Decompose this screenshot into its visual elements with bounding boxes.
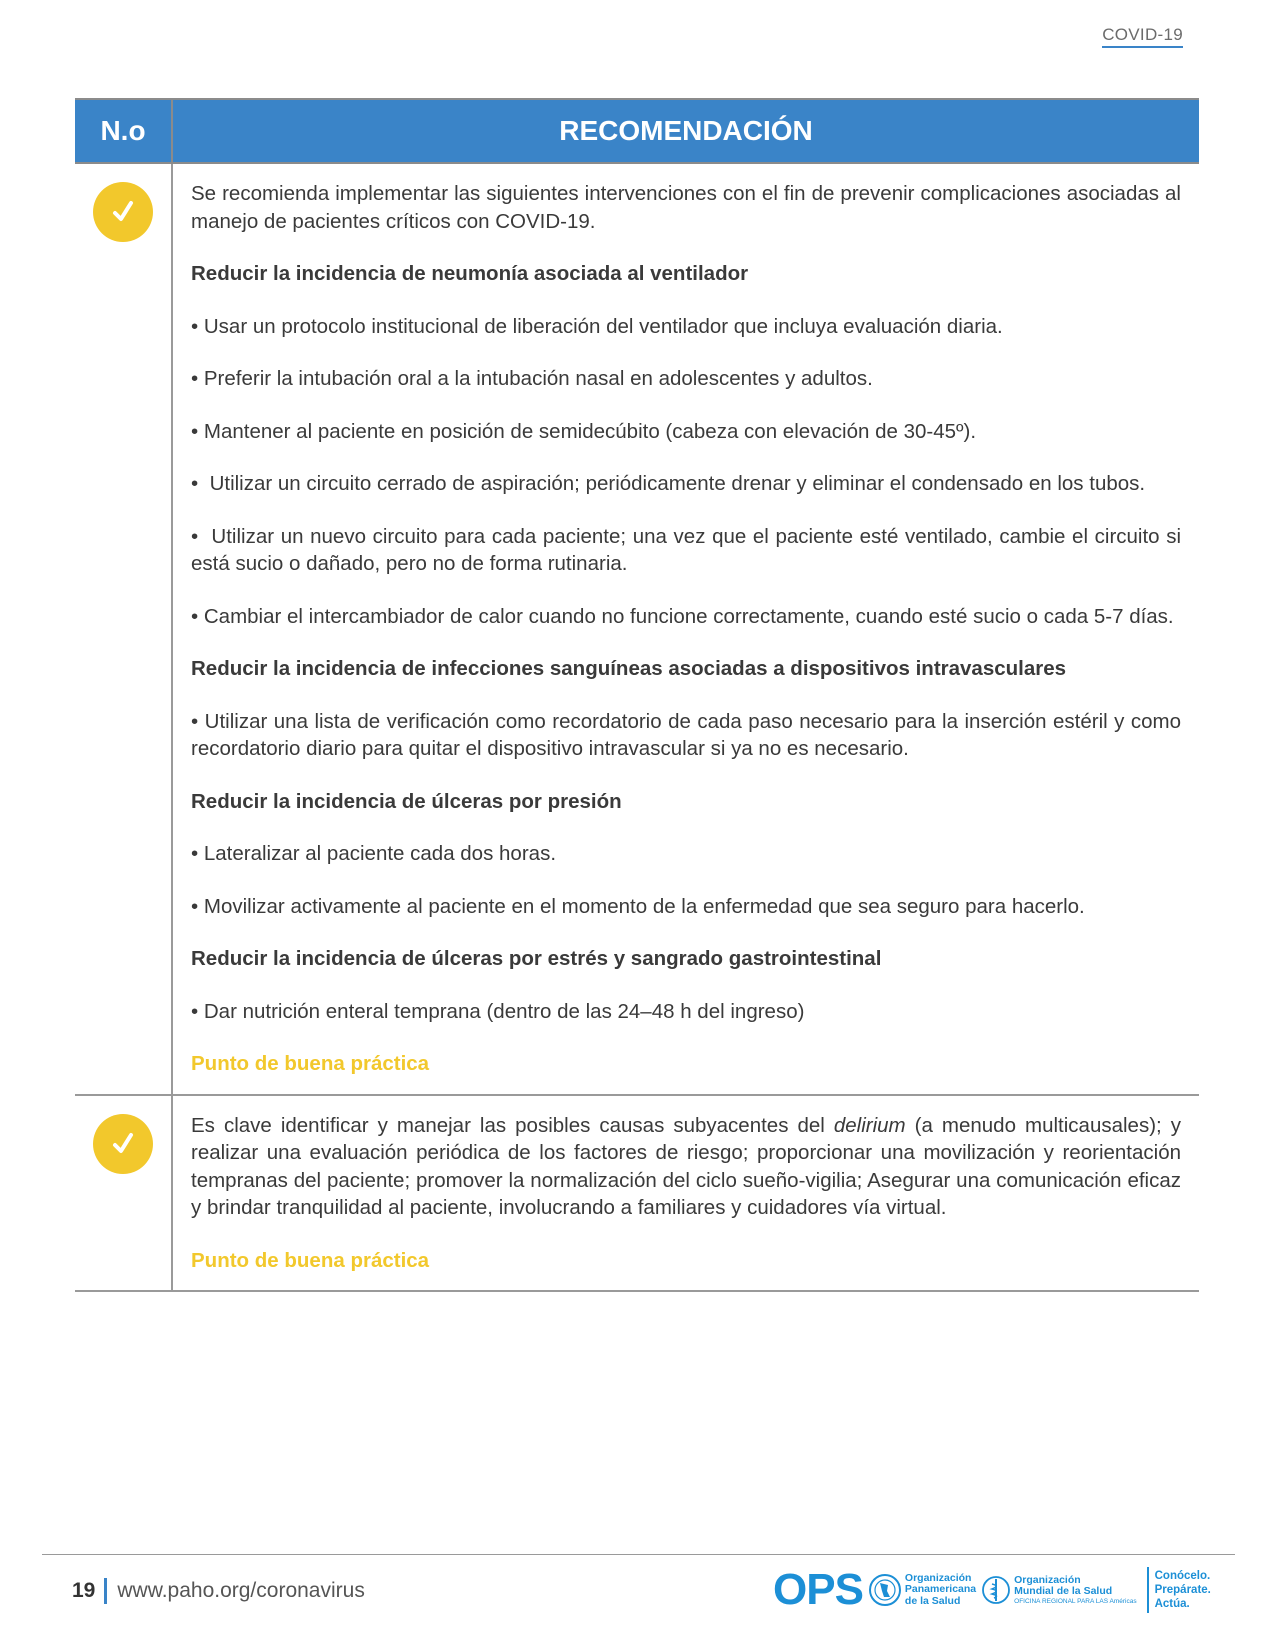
section-heading: Reducir la incidencia de infecciones sanguíneas asociadas a dispositivos intravasculares [191, 657, 1067, 680]
slogan-separator [1147, 1567, 1149, 1613]
bullet-item: • Cambiar el intercambiador de calor cuando no funcione correctamente, cuando esté sucio o cada 5-7 días. [191, 603, 1181, 631]
footer-logos [773, 1564, 1235, 1616]
document-topic-tag: COVID-19 [1102, 25, 1183, 48]
recommendation-paragraph: Se recomienda implementar las siguientes intervenciones con el fin de prevenir complicaciones asociadas al manejo de pacientes críticos con COVID-19. [191, 182, 1181, 233]
bullet-item: • Preferir la intubación oral a la intubación nasal en adolescentes y adultos. [191, 365, 1181, 393]
good-practice-label: Punto de buena práctica [191, 1248, 430, 1272]
ops-logo: OPS [773, 1565, 863, 1614]
checkmark-icon [93, 182, 153, 242]
table-header-row [75, 99, 1199, 163]
checkmark-icon [93, 1114, 153, 1174]
paho-name-line-1: Organización [904, 1571, 972, 1584]
emphasized-term: delirium [833, 1113, 906, 1137]
section-heading: Reducir la incidencia de neumonía asociada al ventilador [191, 262, 749, 285]
website-link[interactable]: www.paho.org/coronavirus [117, 1579, 365, 1602]
footer-separator [104, 1578, 107, 1604]
footer-divider [42, 1554, 1235, 1555]
paho-name [905, 1573, 976, 1608]
bullet-item: • Utilizar un circuito cerrado de aspiración; periódicamente drenar y eliminar el condensado en los tubos. [191, 470, 1181, 498]
slogan-line-3: Actúa. [1154, 1598, 1190, 1610]
footer-page-info [72, 1578, 365, 1604]
recommendation-text-cell [172, 1095, 1199, 1292]
row-number-cell [75, 1095, 172, 1292]
bullet-item: • Movilizar activamente al paciente en el momento de la enfermedad que sea seguro para hacerlo. [191, 893, 1181, 921]
bullet-item: • Utilizar una lista de verificación como recordatorio de cada paso necesario para la inserción estéril y como recordatorio diario para quitar el dispositivo intravascular si ya no es necesario. [191, 708, 1181, 763]
paho-name-line-2: Panamericana [904, 1583, 977, 1596]
row-number-cell [75, 163, 172, 1095]
who-emblem-icon [981, 1575, 1011, 1605]
bullet-item: • Lateralizar al paciente cada dos horas. [191, 840, 1181, 868]
bullet-item: • Utilizar un nuevo circuito para cada paciente; una vez que el paciente esté ventilado, cambie el circuito si está sucio o dañado, pero no de forma rutinaria. [191, 523, 1181, 578]
campaign-slogan [1155, 1569, 1211, 1611]
column-header-number: N.o [75, 99, 172, 163]
who-regional-office-prefix: OFICINA REGIONAL PARA LAS [1014, 1597, 1109, 1605]
slogan-line-1: Conócelo. [1154, 1570, 1211, 1582]
column-header-recommendation: RECOMENDACIÓN [172, 99, 1199, 163]
who-name [1014, 1575, 1136, 1606]
slogan-line-2: Prepárate. [1154, 1584, 1211, 1596]
recommendation-paragraph [191, 1112, 1181, 1222]
paragraph-text: Es clave identificar y manejar las posibles causas subyacentes del [191, 1113, 834, 1137]
section-heading: Reducir la incidencia de úlceras por presión [191, 789, 622, 813]
section-heading: Reducir la incidencia de úlceras por estrés y sangrado gastrointestinal [191, 947, 882, 970]
who-regional-office [1014, 1598, 1136, 1606]
table-body [75, 163, 1199, 1291]
bullet-item: • Usar un protocolo institucional de liberación del ventilador que incluya evaluación diaria. [191, 313, 1181, 341]
bullet-item: • Dar nutrición enteral temprana (dentro de las 24–48 h del ingreso) [191, 998, 1181, 1026]
paho-globe-emblem-icon [868, 1573, 902, 1607]
bullet-item: • Mantener al paciente en posición de semidecúbito (cabeza con elevación de 30-45º). [191, 418, 1181, 446]
table-row [75, 163, 1199, 1095]
who-name-line-1: Organización [1014, 1573, 1081, 1586]
paragraph-text: (a menudo multicausales); y realizar una evaluación periódica de los factores de riesgo; proporcionar una movilización y reorientación tempranas del paciente; promover la normalización del ciclo sueño-vigilia; Asegurar una comunicación eficaz y brindar tranquilidad al paciente, involucrando a familiares y cuidadores vía virtual. [191, 1113, 1181, 1219]
page-number: 19 [72, 1579, 96, 1602]
good-practice-label: Punto de buena práctica [191, 1052, 430, 1075]
who-region: Américas [1109, 1597, 1137, 1605]
table-row [75, 1095, 1199, 1292]
who-name-line-2: Mundial de la Salud [1014, 1585, 1113, 1597]
recommendation-table [75, 98, 1199, 1292]
recommendation-text-cell [172, 163, 1199, 1095]
paho-name-line-3: de la Salud [904, 1594, 961, 1607]
